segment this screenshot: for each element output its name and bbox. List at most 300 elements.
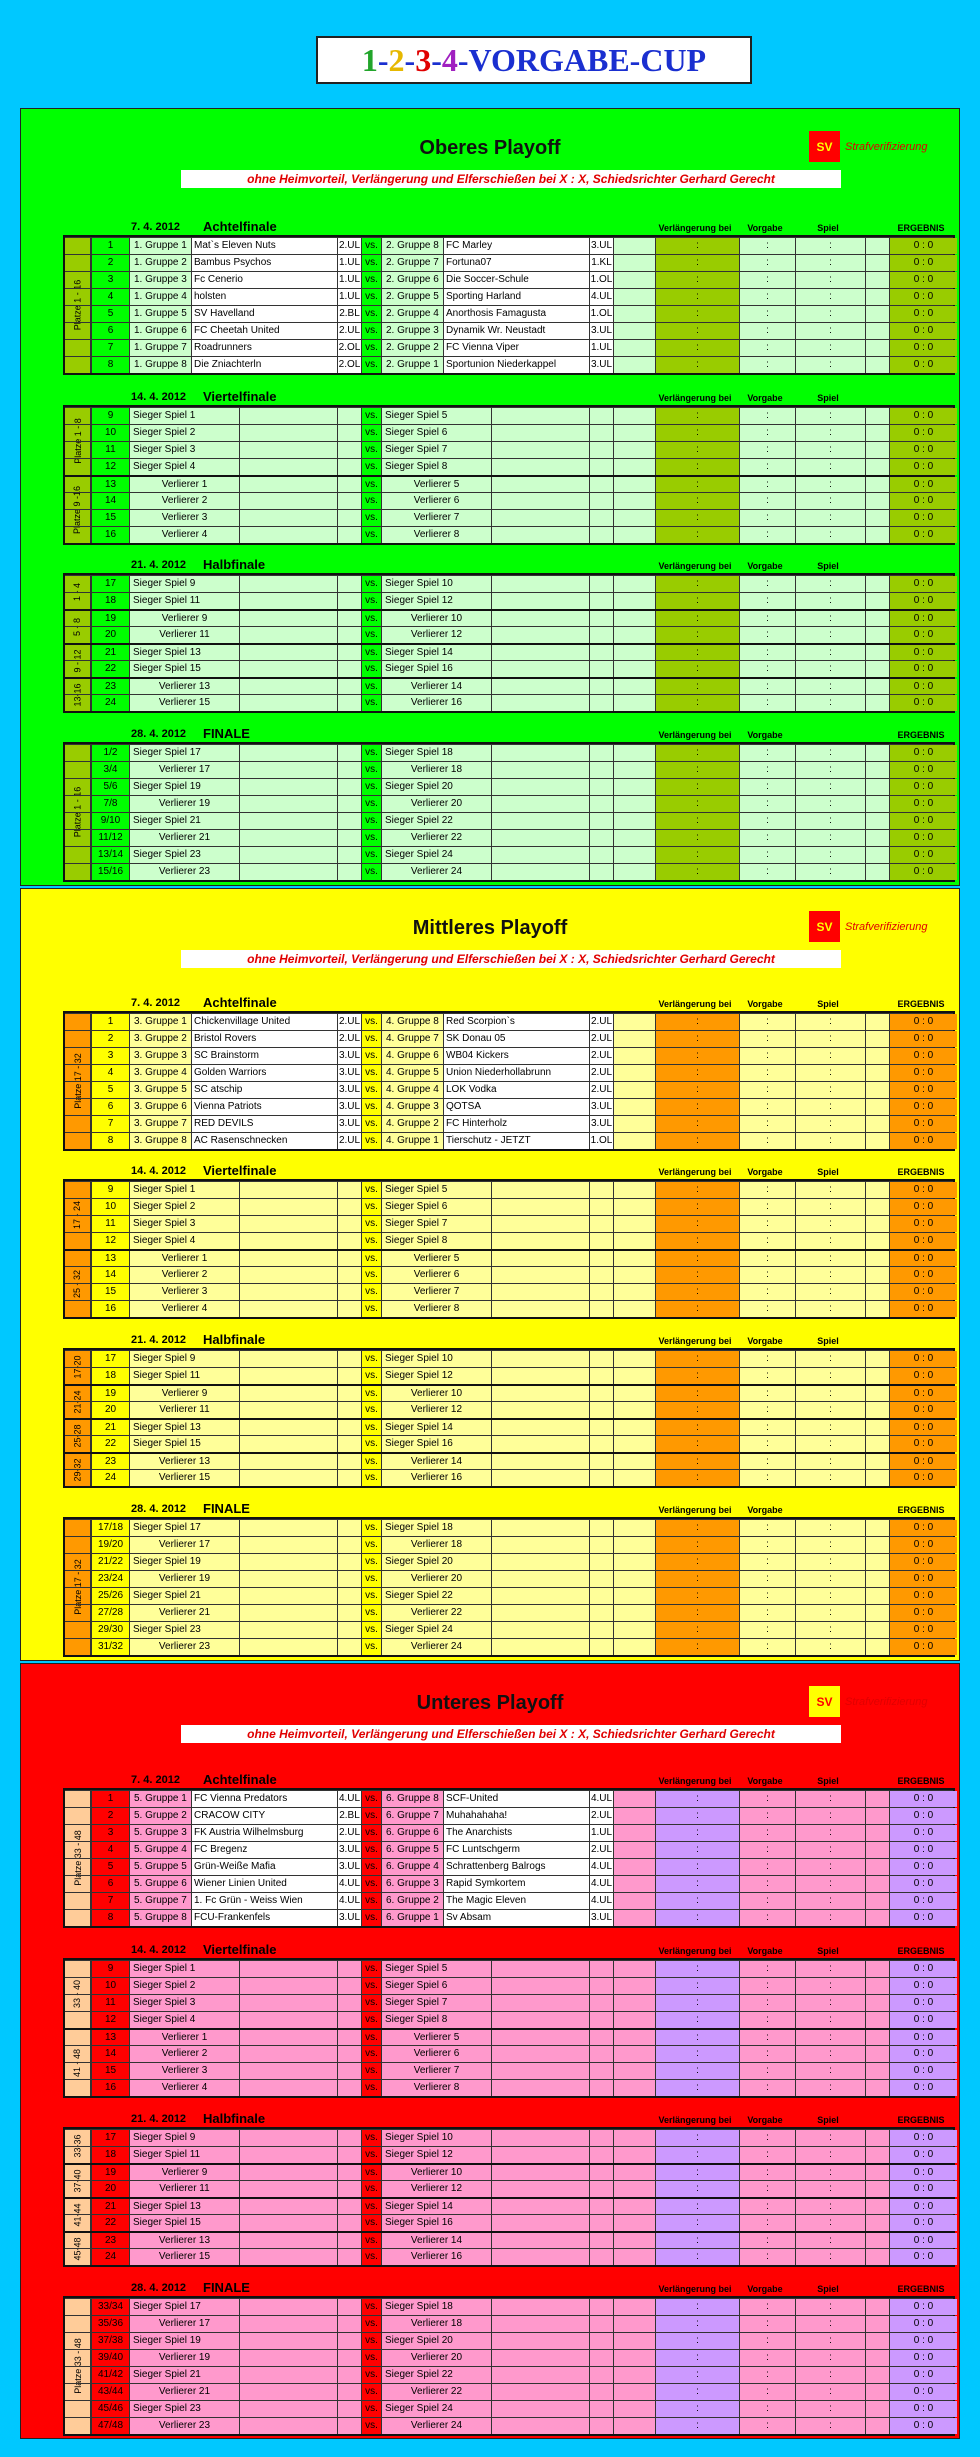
team-home[interactable]: FCU-Frankenfels — [191, 1910, 337, 1926]
ergebnis-cell[interactable]: 0 : 0 — [889, 2316, 957, 2332]
spiel-cell[interactable]: : — [795, 238, 865, 254]
vorgabe-cell[interactable]: : — [739, 255, 795, 271]
team-away[interactable]: Rapid Symkortem — [443, 1876, 589, 1892]
verlaengerung-cell[interactable]: : — [655, 745, 739, 761]
vorgabe-cell[interactable]: : — [739, 2215, 795, 2231]
team-away[interactable]: The Anarchists — [443, 1825, 589, 1841]
verlaengerung-cell[interactable]: : — [655, 1065, 739, 1081]
verlaengerung-cell[interactable]: : — [655, 1216, 739, 1232]
vorgabe-cell[interactable]: : — [739, 2333, 795, 2349]
team-home[interactable]: Wiener Linien United — [191, 1876, 337, 1892]
verlaengerung-cell[interactable]: : — [655, 1605, 739, 1621]
vorgabe-cell[interactable]: : — [739, 2316, 795, 2332]
vorgabe-cell[interactable]: : — [739, 2080, 795, 2096]
spiel-cell[interactable]: : — [795, 1420, 865, 1435]
spiel-cell[interactable]: : — [795, 2130, 865, 2146]
verlaengerung-cell[interactable]: : — [655, 2316, 739, 2332]
ergebnis-cell[interactable]: 0 : 0 — [889, 1791, 957, 1807]
ergebnis-cell[interactable]: 0 : 0 — [889, 357, 957, 373]
spiel-cell[interactable]: : — [795, 1978, 865, 1994]
spiel-cell[interactable]: : — [795, 2401, 865, 2417]
ergebnis-cell[interactable]: 0 : 0 — [889, 1825, 957, 1841]
vorgabe-cell[interactable]: : — [739, 2384, 795, 2400]
vorgabe-cell[interactable]: : — [739, 272, 795, 288]
team-away[interactable]: WB04 Kickers — [443, 1048, 589, 1064]
spiel-cell[interactable]: : — [795, 1859, 865, 1875]
team-home[interactable]: Bristol Rovers — [191, 1031, 337, 1047]
vorgabe-cell[interactable]: : — [739, 593, 795, 609]
ergebnis-cell[interactable]: 0 : 0 — [889, 1622, 957, 1638]
verlaengerung-cell[interactable]: : — [655, 1961, 739, 1977]
spiel-cell[interactable]: : — [795, 2181, 865, 2197]
vorgabe-cell[interactable]: : — [739, 1368, 795, 1384]
vorgabe-cell[interactable]: : — [739, 1267, 795, 1283]
ergebnis-cell[interactable]: 0 : 0 — [889, 1133, 957, 1149]
vorgabe-cell[interactable]: : — [739, 1588, 795, 1604]
spiel-cell[interactable]: : — [795, 1995, 865, 2011]
vorgabe-cell[interactable]: : — [739, 1216, 795, 1232]
spiel-cell[interactable]: : — [795, 2165, 865, 2180]
ergebnis-cell[interactable]: 0 : 0 — [889, 1199, 957, 1215]
ergebnis-cell[interactable]: 0 : 0 — [889, 627, 957, 643]
vorgabe-cell[interactable]: : — [739, 527, 795, 543]
verlaengerung-cell[interactable]: : — [655, 1808, 739, 1824]
vorgabe-cell[interactable]: : — [739, 1910, 795, 1926]
ergebnis-cell[interactable]: 0 : 0 — [889, 1267, 957, 1283]
ergebnis-cell[interactable]: 0 : 0 — [889, 2299, 957, 2315]
verlaengerung-cell[interactable]: : — [655, 2249, 739, 2265]
verlaengerung-cell[interactable]: : — [655, 1825, 739, 1841]
spiel-cell[interactable]: : — [795, 340, 865, 356]
spiel-cell[interactable]: : — [795, 796, 865, 812]
ergebnis-cell[interactable]: 0 : 0 — [889, 1301, 957, 1317]
ergebnis-cell[interactable]: 0 : 0 — [889, 2063, 957, 2079]
verlaengerung-cell[interactable]: : — [655, 1470, 739, 1486]
verlaengerung-cell[interactable]: : — [655, 661, 739, 677]
vorgabe-cell[interactable]: : — [739, 1436, 795, 1452]
team-away[interactable]: SK Donau 05 — [443, 1031, 589, 1047]
verlaengerung-cell[interactable]: : — [655, 1233, 739, 1249]
vorgabe-cell[interactable]: : — [739, 645, 795, 660]
ergebnis-cell[interactable]: 0 : 0 — [889, 408, 957, 424]
team-away[interactable]: Dynamik Wr. Neustadt — [443, 323, 589, 339]
spiel-cell[interactable]: : — [795, 1470, 865, 1486]
verlaengerung-cell[interactable]: : — [655, 1978, 739, 1994]
vorgabe-cell[interactable]: : — [739, 627, 795, 643]
vorgabe-cell[interactable]: : — [739, 2165, 795, 2180]
verlaengerung-cell[interactable]: : — [655, 1014, 739, 1030]
vorgabe-cell[interactable]: : — [739, 576, 795, 592]
spiel-cell[interactable]: : — [795, 1554, 865, 1570]
ergebnis-cell[interactable]: 0 : 0 — [889, 1961, 957, 1977]
spiel-cell[interactable]: : — [795, 272, 865, 288]
team-away[interactable]: Sporting Harland — [443, 289, 589, 305]
ergebnis-cell[interactable]: 0 : 0 — [889, 1351, 957, 1367]
verlaengerung-cell[interactable]: : — [655, 459, 739, 475]
verlaengerung-cell[interactable]: : — [655, 408, 739, 424]
verlaengerung-cell[interactable]: : — [655, 2384, 739, 2400]
spiel-cell[interactable]: : — [795, 830, 865, 846]
verlaengerung-cell[interactable]: : — [655, 1251, 739, 1266]
ergebnis-cell[interactable]: 0 : 0 — [889, 1436, 957, 1452]
verlaengerung-cell[interactable]: : — [655, 1082, 739, 1098]
verlaengerung-cell[interactable]: : — [655, 2350, 739, 2366]
ergebnis-cell[interactable]: 0 : 0 — [889, 1859, 957, 1875]
vorgabe-cell[interactable]: : — [739, 864, 795, 880]
ergebnis-cell[interactable]: 0 : 0 — [889, 1031, 957, 1047]
team-away[interactable]: Tierschutz - JETZT — [443, 1133, 589, 1149]
ergebnis-cell[interactable]: 0 : 0 — [889, 2418, 957, 2434]
ergebnis-cell[interactable]: 0 : 0 — [889, 611, 957, 626]
ergebnis-cell[interactable]: 0 : 0 — [889, 1099, 957, 1115]
spiel-cell[interactable]: : — [795, 1402, 865, 1418]
vorgabe-cell[interactable]: : — [739, 1571, 795, 1587]
ergebnis-cell[interactable]: 0 : 0 — [889, 576, 957, 592]
team-away[interactable]: Sportunion Niederkappel — [443, 357, 589, 373]
verlaengerung-cell[interactable]: : — [655, 847, 739, 863]
vorgabe-cell[interactable]: : — [739, 1182, 795, 1198]
vorgabe-cell[interactable]: : — [739, 1099, 795, 1115]
vorgabe-cell[interactable]: : — [739, 1893, 795, 1909]
team-home[interactable]: Grün-Weiße Mafia — [191, 1859, 337, 1875]
spiel-cell[interactable]: : — [795, 1233, 865, 1249]
ergebnis-cell[interactable]: 0 : 0 — [889, 1537, 957, 1553]
verlaengerung-cell[interactable]: : — [655, 1420, 739, 1435]
spiel-cell[interactable]: : — [795, 1454, 865, 1469]
team-home[interactable]: Mat`s Eleven Nuts — [191, 238, 337, 254]
vorgabe-cell[interactable]: : — [739, 1808, 795, 1824]
spiel-cell[interactable]: : — [795, 1065, 865, 1081]
ergebnis-cell[interactable]: 0 : 0 — [889, 1842, 957, 1858]
spiel-cell[interactable]: : — [795, 813, 865, 829]
vorgabe-cell[interactable]: : — [739, 1470, 795, 1486]
vorgabe-cell[interactable]: : — [739, 847, 795, 863]
verlaengerung-cell[interactable]: : — [655, 1386, 739, 1401]
verlaengerung-cell[interactable]: : — [655, 238, 739, 254]
verlaengerung-cell[interactable]: : — [655, 1116, 739, 1132]
ergebnis-cell[interactable]: 0 : 0 — [889, 1014, 957, 1030]
ergebnis-cell[interactable]: 0 : 0 — [889, 1893, 957, 1909]
verlaengerung-cell[interactable]: : — [655, 2063, 739, 2079]
spiel-cell[interactable]: : — [795, 408, 865, 424]
verlaengerung-cell[interactable]: : — [655, 2367, 739, 2383]
spiel-cell[interactable]: : — [795, 425, 865, 441]
spiel-cell[interactable]: : — [795, 2367, 865, 2383]
ergebnis-cell[interactable]: 0 : 0 — [889, 477, 957, 492]
spiel-cell[interactable]: : — [795, 1099, 865, 1115]
verlaengerung-cell[interactable]: : — [655, 1622, 739, 1638]
vorgabe-cell[interactable]: : — [739, 323, 795, 339]
verlaengerung-cell[interactable]: : — [655, 1436, 739, 1452]
team-home[interactable]: CRACOW CITY — [191, 1808, 337, 1824]
vorgabe-cell[interactable]: : — [739, 306, 795, 322]
team-home[interactable]: FC Bregenz — [191, 1842, 337, 1858]
team-home[interactable]: FC Cheetah United — [191, 323, 337, 339]
vorgabe-cell[interactable]: : — [739, 1402, 795, 1418]
spiel-cell[interactable]: : — [795, 357, 865, 373]
verlaengerung-cell[interactable]: : — [655, 1267, 739, 1283]
spiel-cell[interactable]: : — [795, 847, 865, 863]
vorgabe-cell[interactable]: : — [739, 1420, 795, 1435]
spiel-cell[interactable]: : — [795, 1876, 865, 1892]
ergebnis-cell[interactable]: 0 : 0 — [889, 847, 957, 863]
verlaengerung-cell[interactable]: : — [655, 527, 739, 543]
team-home[interactable]: 1. Fc Grün - Weiss Wien — [191, 1893, 337, 1909]
verlaengerung-cell[interactable]: : — [655, 1588, 739, 1604]
vorgabe-cell[interactable]: : — [739, 2367, 795, 2383]
ergebnis-cell[interactable]: 0 : 0 — [889, 2401, 957, 2417]
ergebnis-cell[interactable]: 0 : 0 — [889, 2080, 957, 2096]
spiel-cell[interactable]: : — [795, 255, 865, 271]
spiel-cell[interactable]: : — [795, 1910, 865, 1926]
ergebnis-cell[interactable]: 0 : 0 — [889, 1995, 957, 2011]
spiel-cell[interactable]: : — [795, 1791, 865, 1807]
vorgabe-cell[interactable]: : — [739, 493, 795, 509]
spiel-cell[interactable]: : — [795, 1520, 865, 1536]
spiel-cell[interactable]: : — [795, 1284, 865, 1300]
verlaengerung-cell[interactable]: : — [655, 1182, 739, 1198]
ergebnis-cell[interactable]: 0 : 0 — [889, 323, 957, 339]
verlaengerung-cell[interactable]: : — [655, 813, 739, 829]
ergebnis-cell[interactable]: 0 : 0 — [889, 2181, 957, 2197]
team-home[interactable]: FK Austria Wilhelmsburg — [191, 1825, 337, 1841]
team-away[interactable]: Schrattenberg Balrogs — [443, 1859, 589, 1875]
vorgabe-cell[interactable]: : — [739, 2012, 795, 2028]
ergebnis-cell[interactable]: 0 : 0 — [889, 1571, 957, 1587]
spiel-cell[interactable]: : — [795, 576, 865, 592]
verlaengerung-cell[interactable]: : — [655, 1791, 739, 1807]
vorgabe-cell[interactable]: : — [739, 813, 795, 829]
verlaengerung-cell[interactable]: : — [655, 510, 739, 526]
spiel-cell[interactable]: : — [795, 323, 865, 339]
verlaengerung-cell[interactable]: : — [655, 2130, 739, 2146]
ergebnis-cell[interactable]: 0 : 0 — [889, 1082, 957, 1098]
ergebnis-cell[interactable]: 0 : 0 — [889, 1808, 957, 1824]
ergebnis-cell[interactable]: 0 : 0 — [889, 1520, 957, 1536]
vorgabe-cell[interactable]: : — [739, 1082, 795, 1098]
vorgabe-cell[interactable]: : — [739, 2249, 795, 2265]
team-home[interactable]: Chickenvillage United — [191, 1014, 337, 1030]
ergebnis-cell[interactable]: 0 : 0 — [889, 695, 957, 711]
ergebnis-cell[interactable]: 0 : 0 — [889, 442, 957, 458]
vorgabe-cell[interactable]: : — [739, 2418, 795, 2434]
vorgabe-cell[interactable]: : — [739, 796, 795, 812]
ergebnis-cell[interactable]: 0 : 0 — [889, 593, 957, 609]
verlaengerung-cell[interactable]: : — [655, 2147, 739, 2163]
spiel-cell[interactable]: : — [795, 1842, 865, 1858]
spiel-cell[interactable]: : — [795, 510, 865, 526]
team-away[interactable]: The Magic Eleven — [443, 1893, 589, 1909]
spiel-cell[interactable]: : — [795, 2199, 865, 2214]
spiel-cell[interactable]: : — [795, 1082, 865, 1098]
spiel-cell[interactable]: : — [795, 695, 865, 711]
verlaengerung-cell[interactable]: : — [655, 2401, 739, 2417]
vorgabe-cell[interactable]: : — [739, 459, 795, 475]
verlaengerung-cell[interactable]: : — [655, 1133, 739, 1149]
spiel-cell[interactable]: : — [795, 2030, 865, 2045]
vorgabe-cell[interactable]: : — [739, 2299, 795, 2315]
team-away[interactable]: Fortuna07 — [443, 255, 589, 271]
spiel-cell[interactable]: : — [795, 745, 865, 761]
vorgabe-cell[interactable]: : — [739, 2199, 795, 2214]
spiel-cell[interactable]: : — [795, 527, 865, 543]
vorgabe-cell[interactable]: : — [739, 510, 795, 526]
vorgabe-cell[interactable]: : — [739, 1233, 795, 1249]
ergebnis-cell[interactable]: 0 : 0 — [889, 679, 957, 694]
vorgabe-cell[interactable]: : — [739, 1014, 795, 1030]
ergebnis-cell[interactable]: 0 : 0 — [889, 2012, 957, 2028]
team-away[interactable]: Red Scorpion`s — [443, 1014, 589, 1030]
ergebnis-cell[interactable]: 0 : 0 — [889, 493, 957, 509]
ergebnis-cell[interactable]: 0 : 0 — [889, 1588, 957, 1604]
vorgabe-cell[interactable]: : — [739, 1251, 795, 1266]
ergebnis-cell[interactable]: 0 : 0 — [889, 2199, 957, 2214]
verlaengerung-cell[interactable]: : — [655, 796, 739, 812]
spiel-cell[interactable]: : — [795, 1351, 865, 1367]
verlaengerung-cell[interactable]: : — [655, 695, 739, 711]
verlaengerung-cell[interactable]: : — [655, 2299, 739, 2315]
spiel-cell[interactable]: : — [795, 2046, 865, 2062]
verlaengerung-cell[interactable]: : — [655, 442, 739, 458]
ergebnis-cell[interactable]: 0 : 0 — [889, 1470, 957, 1486]
team-home[interactable]: Golden Warriors — [191, 1065, 337, 1081]
verlaengerung-cell[interactable]: : — [655, 1031, 739, 1047]
verlaengerung-cell[interactable]: : — [655, 627, 739, 643]
vorgabe-cell[interactable]: : — [739, 1065, 795, 1081]
vorgabe-cell[interactable]: : — [739, 408, 795, 424]
verlaengerung-cell[interactable]: : — [655, 2418, 739, 2434]
spiel-cell[interactable]: : — [795, 2233, 865, 2248]
vorgabe-cell[interactable]: : — [739, 425, 795, 441]
spiel-cell[interactable]: : — [795, 1537, 865, 1553]
spiel-cell[interactable]: : — [795, 1301, 865, 1317]
verlaengerung-cell[interactable]: : — [655, 1368, 739, 1384]
vorgabe-cell[interactable]: : — [739, 745, 795, 761]
spiel-cell[interactable]: : — [795, 1251, 865, 1266]
verlaengerung-cell[interactable]: : — [655, 1537, 739, 1553]
verlaengerung-cell[interactable]: : — [655, 2046, 739, 2062]
vorgabe-cell[interactable]: : — [739, 611, 795, 626]
verlaengerung-cell[interactable]: : — [655, 1859, 739, 1875]
spiel-cell[interactable]: : — [795, 1199, 865, 1215]
ergebnis-cell[interactable]: 0 : 0 — [889, 272, 957, 288]
verlaengerung-cell[interactable]: : — [655, 357, 739, 373]
verlaengerung-cell[interactable]: : — [655, 2181, 739, 2197]
spiel-cell[interactable]: : — [795, 306, 865, 322]
team-home[interactable]: Die Zniachterln — [191, 357, 337, 373]
team-home[interactable]: SC atschip — [191, 1082, 337, 1098]
vorgabe-cell[interactable]: : — [739, 661, 795, 677]
ergebnis-cell[interactable]: 0 : 0 — [889, 661, 957, 677]
spiel-cell[interactable]: : — [795, 2299, 865, 2315]
ergebnis-cell[interactable]: 0 : 0 — [889, 1910, 957, 1926]
verlaengerung-cell[interactable]: : — [655, 1351, 739, 1367]
team-home[interactable]: Bambus Psychos — [191, 255, 337, 271]
verlaengerung-cell[interactable]: : — [655, 1554, 739, 1570]
verlaengerung-cell[interactable]: : — [655, 340, 739, 356]
vorgabe-cell[interactable]: : — [739, 1386, 795, 1401]
ergebnis-cell[interactable]: 0 : 0 — [889, 1639, 957, 1655]
ergebnis-cell[interactable]: 0 : 0 — [889, 2249, 957, 2265]
ergebnis-cell[interactable]: 0 : 0 — [889, 2350, 957, 2366]
team-away[interactable]: FC Hinterholz — [443, 1116, 589, 1132]
spiel-cell[interactable]: : — [795, 1622, 865, 1638]
team-home[interactable]: FC Vienna Predators — [191, 1791, 337, 1807]
spiel-cell[interactable]: : — [795, 2249, 865, 2265]
verlaengerung-cell[interactable]: : — [655, 2333, 739, 2349]
vorgabe-cell[interactable]: : — [739, 2181, 795, 2197]
ergebnis-cell[interactable]: 0 : 0 — [889, 1368, 957, 1384]
ergebnis-cell[interactable]: 0 : 0 — [889, 1233, 957, 1249]
spiel-cell[interactable]: : — [795, 2012, 865, 2028]
verlaengerung-cell[interactable]: : — [655, 1301, 739, 1317]
ergebnis-cell[interactable]: 0 : 0 — [889, 1402, 957, 1418]
verlaengerung-cell[interactable]: : — [655, 2080, 739, 2096]
ergebnis-cell[interactable]: 0 : 0 — [889, 1876, 957, 1892]
ergebnis-cell[interactable]: 0 : 0 — [889, 340, 957, 356]
vorgabe-cell[interactable]: : — [739, 1048, 795, 1064]
team-away[interactable]: QOTSA — [443, 1099, 589, 1115]
spiel-cell[interactable]: : — [795, 611, 865, 626]
verlaengerung-cell[interactable]: : — [655, 1842, 739, 1858]
team-away[interactable]: FC Luntschgerm — [443, 1842, 589, 1858]
team-home[interactable]: holsten — [191, 289, 337, 305]
vorgabe-cell[interactable]: : — [739, 679, 795, 694]
spiel-cell[interactable]: : — [795, 661, 865, 677]
spiel-cell[interactable]: : — [795, 459, 865, 475]
team-away[interactable]: SCF-United — [443, 1791, 589, 1807]
ergebnis-cell[interactable]: 0 : 0 — [889, 1554, 957, 1570]
verlaengerung-cell[interactable]: : — [655, 762, 739, 778]
vorgabe-cell[interactable]: : — [739, 1961, 795, 1977]
vorgabe-cell[interactable]: : — [739, 1605, 795, 1621]
vorgabe-cell[interactable]: : — [739, 762, 795, 778]
ergebnis-cell[interactable]: 0 : 0 — [889, 2215, 957, 2231]
ergebnis-cell[interactable]: 0 : 0 — [889, 2165, 957, 2180]
vorgabe-cell[interactable]: : — [739, 2147, 795, 2163]
vorgabe-cell[interactable]: : — [739, 1031, 795, 1047]
vorgabe-cell[interactable]: : — [739, 1199, 795, 1215]
spiel-cell[interactable]: : — [795, 493, 865, 509]
spiel-cell[interactable]: : — [795, 1048, 865, 1064]
verlaengerung-cell[interactable]: : — [655, 1099, 739, 1115]
vorgabe-cell[interactable]: : — [739, 1825, 795, 1841]
team-home[interactable]: SV Havelland — [191, 306, 337, 322]
team-away[interactable]: Anorthosis Famagusta — [443, 306, 589, 322]
team-home[interactable]: AC Rasenschnecken — [191, 1133, 337, 1149]
vorgabe-cell[interactable]: : — [739, 1622, 795, 1638]
verlaengerung-cell[interactable]: : — [655, 1284, 739, 1300]
ergebnis-cell[interactable]: 0 : 0 — [889, 238, 957, 254]
verlaengerung-cell[interactable]: : — [655, 323, 739, 339]
verlaengerung-cell[interactable]: : — [655, 2215, 739, 2231]
ergebnis-cell[interactable]: 0 : 0 — [889, 2147, 957, 2163]
vorgabe-cell[interactable]: : — [739, 1639, 795, 1655]
spiel-cell[interactable]: : — [795, 1116, 865, 1132]
vorgabe-cell[interactable]: : — [739, 1842, 795, 1858]
spiel-cell[interactable]: : — [795, 645, 865, 660]
ergebnis-cell[interactable]: 0 : 0 — [889, 1978, 957, 1994]
ergebnis-cell[interactable]: 0 : 0 — [889, 645, 957, 660]
ergebnis-cell[interactable]: 0 : 0 — [889, 779, 957, 795]
verlaengerung-cell[interactable]: : — [655, 425, 739, 441]
ergebnis-cell[interactable]: 0 : 0 — [889, 527, 957, 543]
verlaengerung-cell[interactable]: : — [655, 1048, 739, 1064]
verlaengerung-cell[interactable]: : — [655, 255, 739, 271]
vorgabe-cell[interactable]: : — [739, 357, 795, 373]
verlaengerung-cell[interactable]: : — [655, 2012, 739, 2028]
spiel-cell[interactable]: : — [795, 779, 865, 795]
